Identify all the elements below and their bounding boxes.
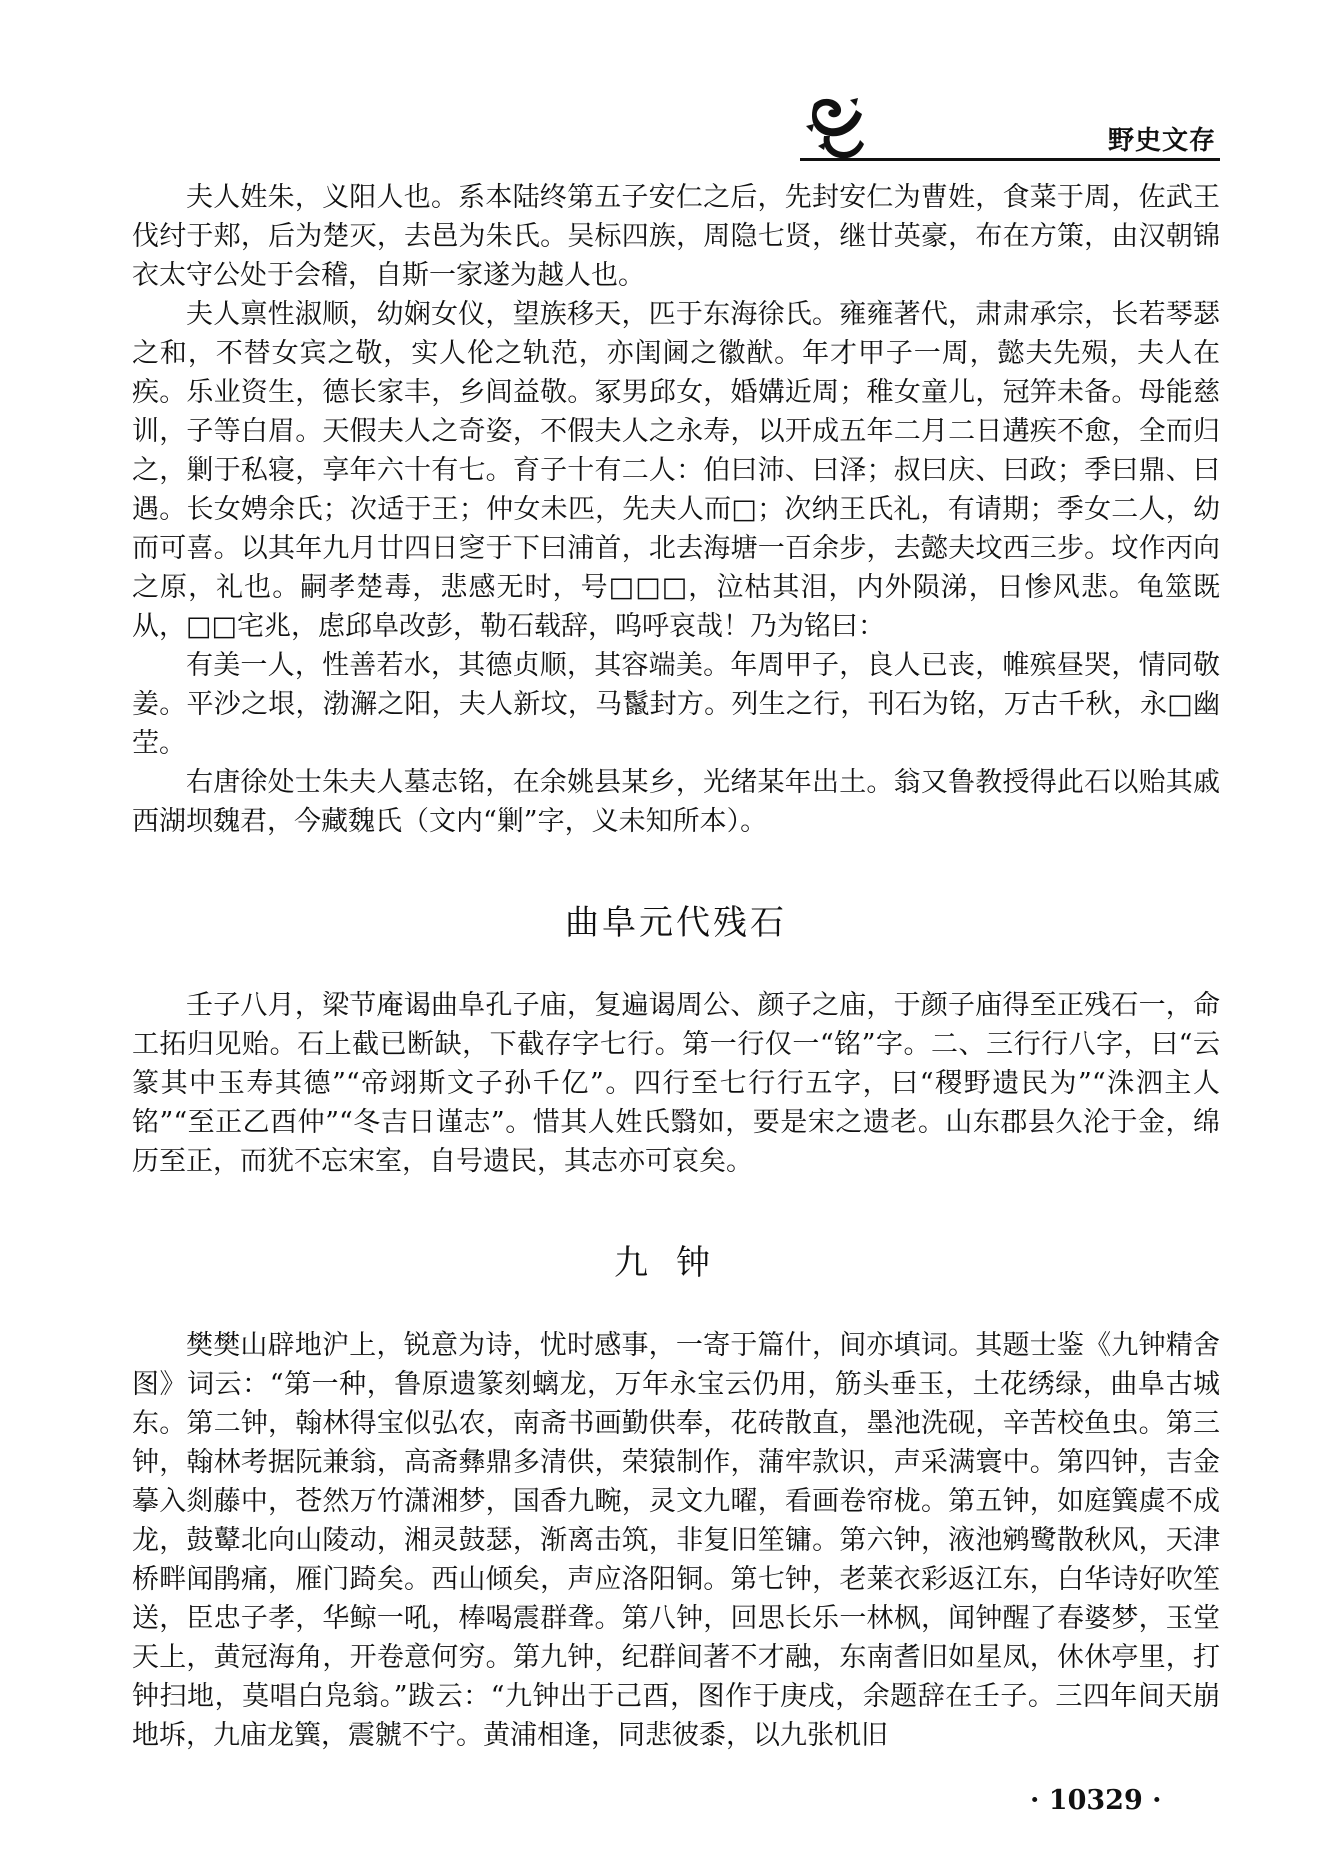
section-title: 九钟: [614, 1243, 738, 1283]
series-title: 野史文存: [1107, 126, 1216, 156]
dragon-icon: [800, 96, 870, 162]
paragraph: 夫人姓朱，义阳人也。系本陆终第五子安仁之后，先封安仁为曹姓，食菜于周，佐武王伐纣于郏，后为楚灭，去邑为朱氏。吴标四族，周隐七贤，继廿英豪，布在方策，由汉朝锦衣太守公处于会稽，自斯一家遂为越人也。: [132, 182, 1220, 291]
header-rule: [800, 158, 1220, 161]
paragraph: 夫人禀性淑顺，幼娴女仪，望族移天，匹于东海徐氏。雍雍著代，肃肃承宗，长若琴瑟之和，不替女宾之敬，实人伦之轨范，亦闺阃之徽猷。年才甲子一周，懿夫先殒，夫人在疾。乐业资生，德长家丰，乡闾益敬。冢男邱女，婚媾近周；稚女童儿，冠笄未备。母能慈训，子等白眉。天假夫人之奇姿，不假夫人之永寿，以开成五年二月二日遘疾不愈，全而归之，剿于私寝，享年六十有七。育子十有二人：伯曰沛、曰泽；叔曰庆、曰政；季曰鼎、曰遇。长女娉余氏；次适于王；仲女未匹，先夫人而□；次纳王氏礼，有请期；季女二人，幼而可喜。以其年九月廿四日窆于下曰浦首，北去海塘一百余步，去懿夫坟西三步。坟作丙向之原，礼也。嗣孝楚毒，悲感无时，号□□□，泣枯其泪，内外陨涕，日惨风悲。龟筮既从，□□宅兆，虑邱阜改彭，勒石载辞，呜呼哀哉！乃为铭曰：: [132, 299, 1220, 642]
paragraph: 壬子八月，梁节庵谒曲阜孔子庙，复遍谒周公、颜子之庙，于颜子庙得至正残石一，命工拓归见贻。石上截已断缺，下截存字七行。第一行仅一“铭”字。二、三行行八字，曰“云篆其中玉寿其德”“帝翊斯文子孙千亿”。四行至七行行五字，曰“稷野遗民为”“洙泗主人铭”“至正乙酉仲”“冬吉日谨志”。惜其人姓氏翳如，要是宋之遗老。山东郡县久沦于金，绵历至正，而犹不忘宋室，自号遗民，其志亦可哀矣。: [132, 990, 1220, 1177]
page-number: · 10329 ·: [1030, 1785, 1162, 1816]
paragraph: 有美一人，性善若水，其德贞顺，其容端美。年周甲子，良人已丧，帷殡昼哭，情同敬姜。平沙之垠，渤澥之阳，夫人新坟，马鬣封方。列生之行，刊石为铭，万古千秋，永□幽茔。: [132, 650, 1220, 759]
paragraph: 右唐徐处士朱夫人墓志铭，在余姚县某乡，光绪某年出土。翁又鲁教授得此石以贻其戚西湖坝魏君，今藏魏氏（文内“剿”字，义未知所本）。: [132, 767, 1220, 837]
section-title: 曲阜元代残石: [565, 903, 787, 943]
page-content: [132, 178, 1220, 1755]
page-header: [800, 96, 1220, 166]
paragraph: 樊樊山辟地沪上，锐意为诗，忧时感事，一寄于篇什，间亦填词。其题士鉴《九钟精舍图》词云：“第一种，鲁原遗篆刻螭龙，万年永宝云仍用，筋头垂玉，土花绣绿，曲阜古城东。第二钟，翰林得宝似弘农，南斋书画勤供奉，花砖散直，墨池洗砚，辛苦校鱼虫。第三钟，翰林考据阮兼翁，高斋彝鼎多清供，荣猿制作，蒲牢款识，声采满寰中。第四钟，吉金摹入剡藤中，苍然万竹潇湘梦，国香九畹，灵文九曜，看画卷帘栊。第五钟，如庭簨虡不成龙，鼓鼙北向山陵动，湘灵鼓瑟，渐离击筑，非复旧笙镛。第六钟，液池鹓鹭散秋风，天津桥畔闻鹃痛，雁门踦矣。西山倾矣，声应洛阳铜。第七钟，老莱衣彩返江东，白华诗好吹笙送，臣忠子孝，华鲸一吼，棒喝震群聋。第八钟，回思长乐一林枫，闻钟醒了春婆梦，玉堂天上，黄冠海角，开卷意何穷。第九钟，纪群间著不才融，东南耆旧如星凤，休休亭里，打钟扫地，莫唱白凫翁。”跋云：“九钟出于己酉，图作于庚戌，余题辞在壬子。三四年间天崩地坼，九庙龙簨，震虩不宁。黄浦相逢，同悲彼黍，以九张机旧: [132, 1330, 1220, 1751]
